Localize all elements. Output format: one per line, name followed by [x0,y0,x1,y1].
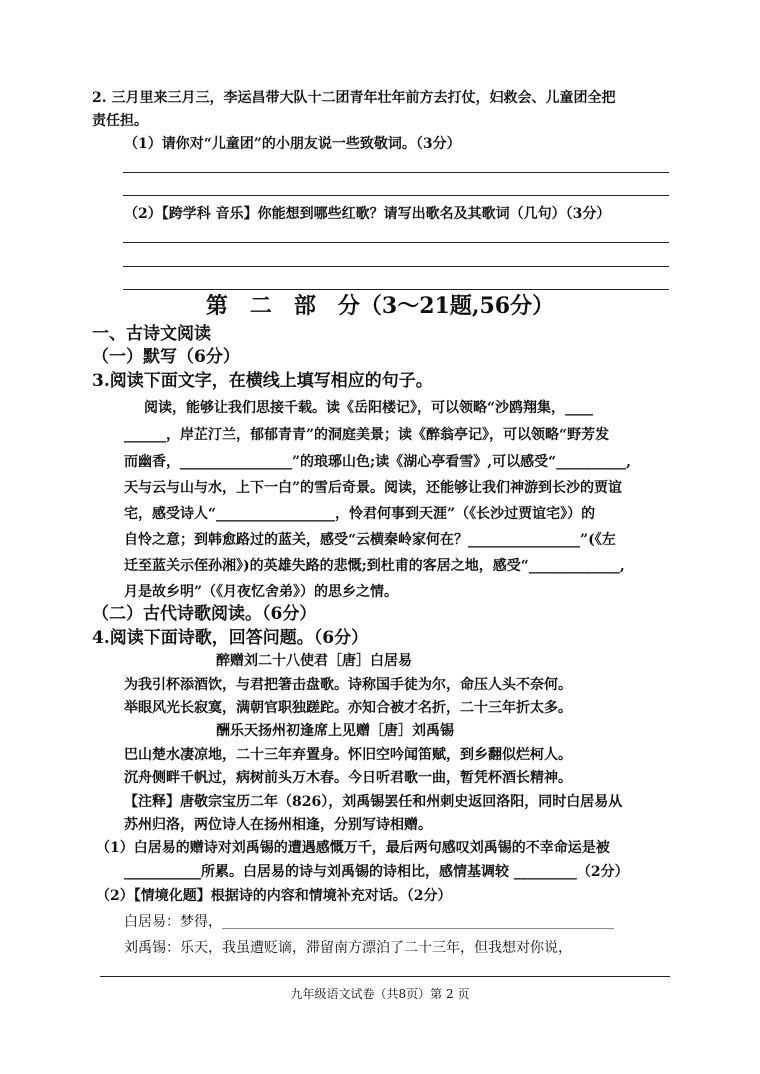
poem2-line: 巴山楚水凄凉地，二十三年弃置身。怀旧空吟闻笛赋，到乡翻似烂柯人。 [124,747,572,763]
q2-stem-line2: 责任担。 [92,113,148,129]
poem-note-line1 [124,792,622,812]
q2-sub1: （1）请你对“儿童团”的小朋友说一些致敬词。（3分） [124,136,461,152]
q4-stem: 4.阅读下面诗歌，回答问题。（6分） [92,628,369,648]
answer-line[interactable] [123,172,669,173]
section-ancient-poetry: 一、古诗文阅读 [92,324,211,344]
q3-line: 月是故乡明”（《月夜忆舍弟》）的思乡之情。 [124,584,399,600]
q4-sub1-line1: （1）白居易的赠诗对刘禹锡的遭遇感慨万千，最后两句感叹刘禹锡的不幸命运是被 [96,840,610,856]
note-text: 唐敬宗宝历二年（826），刘禹锡罢任和州刺史返回洛阳，同时白居易从 [180,794,623,810]
q3-line: 自怜之意；到韩愈路过的蓝关，感受“云横秦岭家何在？________________”(《左 [124,532,616,548]
subsection-poetry-reading: （二）古代诗歌阅读。（6分） [92,604,317,624]
poem-note-line2: 苏州归洛，两位诗人在扬州相逢，分别写诗相赠。 [124,817,432,833]
q4-sub2: （2）【情境化题】根据诗的内容和情境补充对话。（2分） [96,888,452,904]
q3-line: ______，岸芷汀兰，郁郁青青”的洞庭美景；读《醉翁亭记》，可以领略“野芳发 [124,427,610,443]
page-footer: 九年级语文试卷（共8页）第 2 页 [290,987,470,1001]
footer-rule [100,976,670,977]
part2-title: 第 二 部 分（3～21题,56分） [205,293,555,319]
note-label: 【注释】 [124,794,180,810]
poem1-line: 为我引杯添酒饮，与君把箸击盘歌。诗称国手徒为尔，命压人头不奈何。 [124,677,572,693]
subsection-dictation: （一）默写（6分） [92,347,240,367]
dialog-liu-yuxi: 刘禹锡：乐天，我虽遭贬谪，滞留南方漂泊了二十三年，但我想对你说， [124,940,572,956]
poem2-title: 酬乐天扬州初逢席上见赠［唐］刘禹锡 [216,723,454,739]
q3-line: 天与云与山与水，上下一白”的雪后奇景。阅读，还能够让我们神游到长沙的贾谊 [124,480,623,496]
dialog-bai-juyi: 白居易：梦得，________________________________________________________ [124,914,614,930]
q4-sub1-line2: ___________所累。白居易的诗与刘禹锡的诗相比，感情基调较 _________（2分） [124,864,629,880]
q3-line: 阅读，能够让我们思接千载。读《岳阳楼记》，可以领略“沙鸥翔集，____ [144,400,594,416]
q3-line: 迁至蓝关示侄孙湘》)的英雄失路的悲慨;到杜甫的客居之地，感受“_____________, [124,558,625,574]
q2-stem-line1: 2. 三月里来三月三，李运昌带大队十二团青年壮年前方去打仗，妇救会、儿童团全把 [92,90,616,106]
q3-line: 而幽香，________________”的琅琊山色;读《湖心亭看雪》,可以感受“__________, [124,454,632,470]
answer-line[interactable] [123,195,669,196]
answer-line[interactable] [123,266,669,267]
answer-line[interactable] [123,242,669,243]
poem2-line: 沉舟侧畔千帆过，病树前头万木春。今日听君歌一曲，暂凭杯酒长精神。 [124,770,572,786]
poem1-line: 举眼风光长寂寞，满朝官职独蹉跎。亦知合被才名折，二十三年折太多。 [124,700,572,716]
poem1-title: 醉赠刘二十八使君［唐］白居易 [216,653,412,669]
q2-sub2: （2）【跨学科 音乐】你能想到哪些红歌？请写出歌名及其歌词（几句）（3分） [124,206,611,222]
answer-line[interactable] [123,289,669,290]
q3-line: 宅，感受诗人“_________________，怜君何事到天涯”（《长沙过贾谊宅》）的 [124,506,596,522]
q3-stem: 3.阅读下面文字，在横线上填写相应的句子。 [92,371,433,391]
